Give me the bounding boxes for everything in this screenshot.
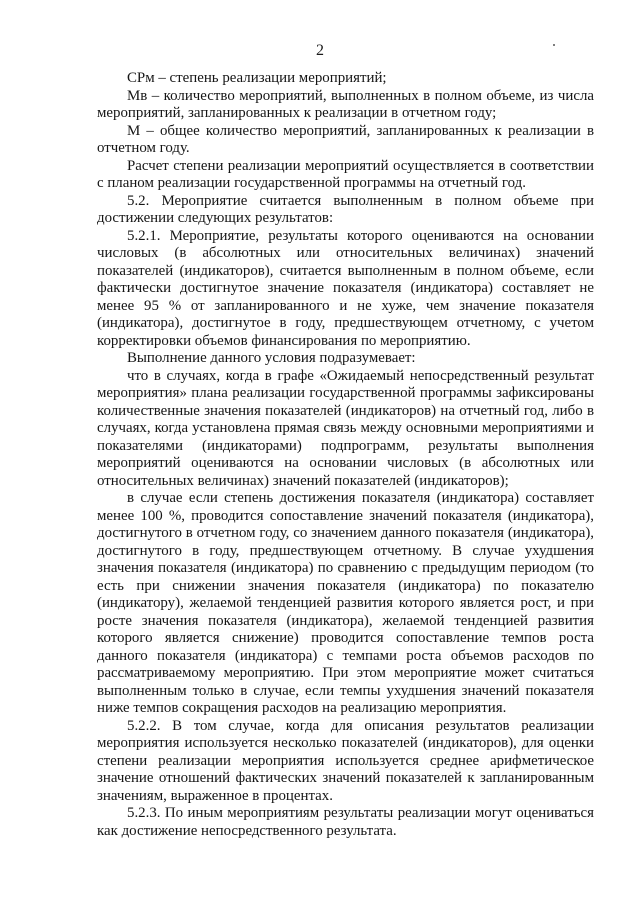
- paragraph-mv-definition: Мв – количество мероприятий, выполненных в полном объеме, из числа мероприятий, запланированных к реализации в отчетном году;: [97, 87, 594, 121]
- paragraph-calculation-basis: Расчет степени реализации мероприятий осуществляется в соответствии с планом реализации государственной программы на отчетный год.: [97, 157, 594, 191]
- paragraph-condition-2: в случае если степень достижения показателя (индикатора) составляет менее 100 %, проводится сопоставление значений показателя (индикатора), достигнутого в отчетном году, со значением данного показателя (индикатора), достигнутого в году, предшествующем отчетному. В случае ухудшения значения показателя (индикатора) по сравнению с предыдущим периодом (то есть при снижении значения показателя (индикатора) по показателю (индикатору), желаемой тенденцией развития которого является рост, и при росте значения показателя (индикатора), желаемой тенденцией развития которого является снижение) проводится сопоставление темпов роста данного показателя (индикатора) с темпами роста объемов расходов по рассматриваемому мероприятию. При этом мероприятие может считаться выполненным только в случае, если темпы ухудшения значений показателя ниже темпов сокращения расходов на реализацию мероприятия.: [97, 490, 594, 716]
- paragraph-condition-1: что в случаях, когда в графе «Ожидаемый непосредственный результат мероприятия» плана реализации государственной программы зафиксированы количественные значения показателей (индикаторов) на отчетный год, либо в случаях, когда установлена прямая связь между основными мероприятиями и показателями (индикаторами) подпрограмм, результаты выполнения мероприятий оцениваются на основании числовых (в абсолютных или относительных величинах) значений показателей (индикаторов);: [97, 367, 594, 489]
- paragraph-5-2: 5.2. Мероприятие считается выполненным в полном объеме при достижении следующих результатов:: [97, 192, 594, 226]
- paragraph-5-2-3: 5.2.3. По иным мероприятиям результаты реализации могут оцениваться как достижение непосредственного результата.: [97, 805, 594, 839]
- paragraph-srm-definition: СРм – степень реализации мероприятий;: [127, 70, 387, 86]
- paragraph-condition-intro: Выполнение данного условия подразумевает:: [127, 350, 416, 366]
- page-number: 2: [316, 42, 324, 59]
- scan-speck: [553, 44, 555, 46]
- document-body: [97, 70, 594, 840]
- paragraph-m-definition: М – общее количество мероприятий, запланированных к реализации в отчетном году.: [97, 122, 594, 156]
- paragraph-5-2-1: 5.2.1. Мероприятие, результаты которого оцениваются на основании числовых (в абсолютных или относительных величинах) значений показателей (индикаторов), считается выполненным в полном объеме, если фактически достигнутое значение показателя (индикатора) составляет не менее 95 % от запланированного и не хуже, чем значение показателя (индикатора), достигнутое в году, предшествующем отчетному, с учетом корректировки объемов финансирования по мероприятию.: [97, 227, 594, 349]
- paragraph-5-2-2: 5.2.2. В том случае, когда для описания результатов реализации мероприятия используется несколько показателей (индикаторов), для оценки степени реализации мероприятия используется среднее арифметическое значение отношений фактических значений показателей к запланированным значениям, выраженное в процентах.: [97, 717, 594, 804]
